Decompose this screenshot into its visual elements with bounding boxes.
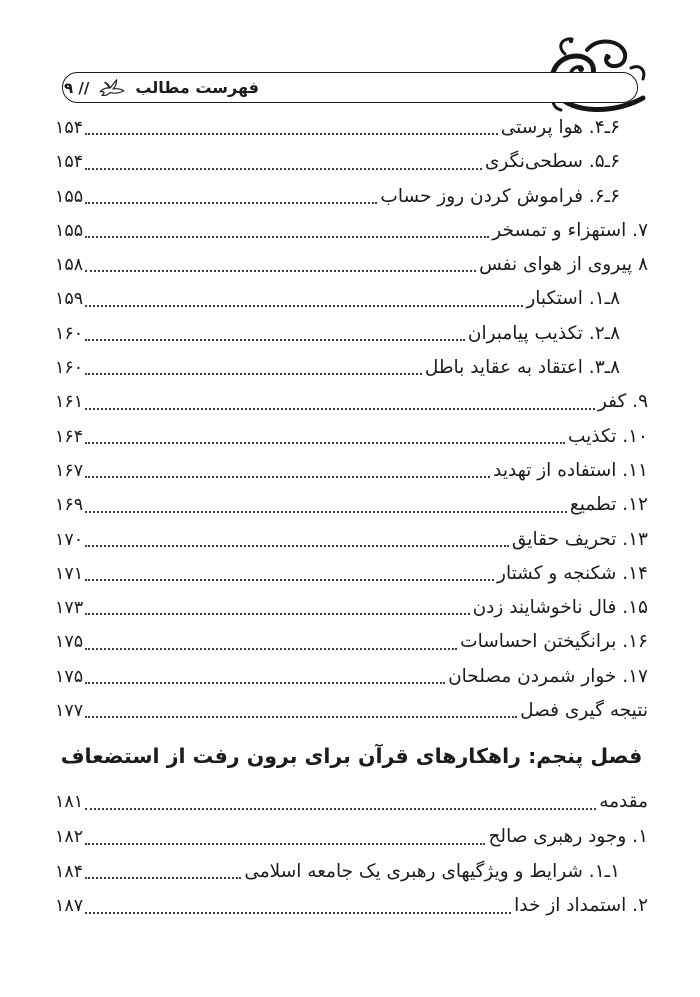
entry-label: ۱۰. تکذیب: [567, 425, 648, 447]
entry-label: ۱ـ۱. شرایط و ویژگیهای رهبری یک جامعه اسلامی: [244, 860, 620, 882]
entry-label: نتیجه گیری فصل: [520, 700, 648, 722]
dot-leader: [85, 476, 490, 478]
entry-page-number: ۱۵۴: [55, 118, 84, 138]
dot-leader: [85, 808, 596, 810]
toc-entry: [55, 248, 648, 282]
dot-leader: [85, 133, 498, 135]
toc-entry: [55, 111, 648, 145]
entry-page-number: ۱۸۷: [55, 896, 84, 917]
dot-leader: [85, 843, 485, 845]
entry-label: ۱۶. برانگیختن احساسات: [460, 631, 648, 653]
entry-label: ۱۵. فال ناخوشایند زدن: [472, 597, 648, 619]
entry-label: ۱۱. استفاده از تهدید: [493, 459, 648, 481]
toc-entry: [55, 889, 648, 924]
entry-page-number: ۱۸۴: [55, 861, 84, 882]
entry-page-number: ۱۶۱: [55, 392, 84, 413]
entry-page-number: ۱۷۷: [55, 701, 84, 722]
toc-entry: [55, 694, 648, 728]
header-page-number: // ۹: [63, 78, 90, 97]
entry-page-number: ۱۶۷: [55, 460, 84, 481]
entry-page-number: ۱۷۱: [55, 563, 84, 584]
dot-leader: [85, 682, 445, 684]
toc-entry: [55, 214, 648, 248]
entry-page-number: ۱۷۵: [55, 632, 84, 653]
toc-entry: [55, 855, 648, 890]
entry-page-number: ۱۷۰: [55, 529, 84, 550]
entry-page-number: ۱۸۱: [55, 792, 84, 813]
page-title: فهرست مطالب: [135, 78, 259, 97]
dot-leader: [85, 202, 377, 204]
toc-entry: [55, 820, 648, 855]
dot-leader: [85, 912, 511, 914]
entry-label: ۷. استهزاء و تمسخر: [492, 219, 648, 241]
toc-section-2: [55, 785, 648, 923]
entry-label: ۸ـ۱. استکبار: [526, 288, 620, 310]
entry-label: ۶ـ۶. فراموش کردن روز حساب: [380, 185, 620, 207]
entry-label: ۸ پیروی از هوای نفس: [479, 254, 648, 276]
table-of-contents: [55, 111, 648, 924]
toc-entry: [55, 625, 648, 659]
entry-page-number: ۱۶۴: [55, 426, 84, 447]
dot-leader: [85, 648, 457, 650]
toc-entry: [55, 660, 648, 694]
toc-entry: [55, 454, 648, 488]
dot-leader: [85, 613, 469, 615]
toc-entry: [55, 785, 648, 820]
chapter-heading: فصل پنجم: راهکارهای قرآن برای برون رفت از استضعاف: [60, 744, 643, 769]
entry-label: ۶ـ۴. هوا پرستی: [500, 117, 620, 138]
toc-entry: [55, 317, 648, 351]
entry-page-number: ۱۶۹: [55, 495, 84, 516]
toc-entry: [55, 351, 648, 385]
toc-entry: [55, 145, 648, 179]
dot-leader: [85, 545, 509, 547]
toc-entry: [55, 488, 648, 522]
header-band: [62, 72, 638, 103]
entry-label: ۹. کفر: [597, 391, 648, 413]
dot-leader: [85, 270, 476, 272]
entry-page-number: ۱۵۸: [55, 255, 84, 276]
dot-leader: [85, 716, 517, 718]
dot-leader: [85, 339, 465, 341]
entry-page-number: ۱۷۳: [55, 598, 84, 619]
entry-page-number: ۱۶۰: [55, 323, 84, 344]
entry-label: ۱۲. تطمیع: [569, 494, 648, 516]
toc-entry: [55, 591, 648, 625]
entry-label: ۲. استمداد از خدا: [514, 895, 648, 917]
entry-label: ۸ـ۳. اعتقاد به عقاید باطل: [424, 357, 620, 379]
entry-label: ۱۳. تحریف حقایق: [511, 528, 648, 550]
dot-leader: [85, 579, 494, 581]
dot-leader: [85, 305, 523, 307]
dot-leader: [85, 236, 489, 238]
dove-icon: [97, 77, 127, 99]
dot-leader: [85, 168, 482, 170]
dot-leader: [85, 442, 565, 444]
entry-page-number: ۱۵۵: [55, 186, 84, 207]
toc-entry: [55, 523, 648, 557]
entry-label: ۸ـ۲. تکذیب پیامبران: [467, 322, 620, 344]
entry-label: مقدمه: [599, 791, 648, 813]
toc-entry: [55, 180, 648, 214]
entry-label: ۶ـ۵. سطحی‌نگری: [484, 151, 620, 173]
dot-leader: [85, 373, 422, 375]
entry-page-number: ۱۷۵: [55, 666, 84, 687]
entry-label: ۱۴. شکنجه و کشتار: [497, 562, 648, 584]
entry-page-number: ۱۵۹: [55, 289, 84, 310]
entry-label: ۱۷. خوار شمردن مصلحان: [448, 665, 648, 687]
toc-entry: [55, 420, 648, 454]
dot-leader: [85, 408, 595, 410]
dot-leader: [85, 877, 241, 879]
toc-entry: [55, 557, 648, 591]
entry-page-number: ۱۸۲: [55, 826, 84, 847]
header-content: [63, 73, 261, 102]
toc-entry: [55, 282, 648, 316]
entry-page-number: ۱۵۴: [55, 152, 84, 173]
entry-page-number: ۱۶۰: [55, 358, 84, 379]
toc-entry: [55, 385, 648, 419]
entry-page-number: ۱۵۵: [55, 220, 84, 241]
dot-leader: [85, 511, 567, 513]
toc-section-1: [55, 111, 648, 728]
entry-label: ۱. وجود رهبری صالح: [488, 825, 648, 847]
